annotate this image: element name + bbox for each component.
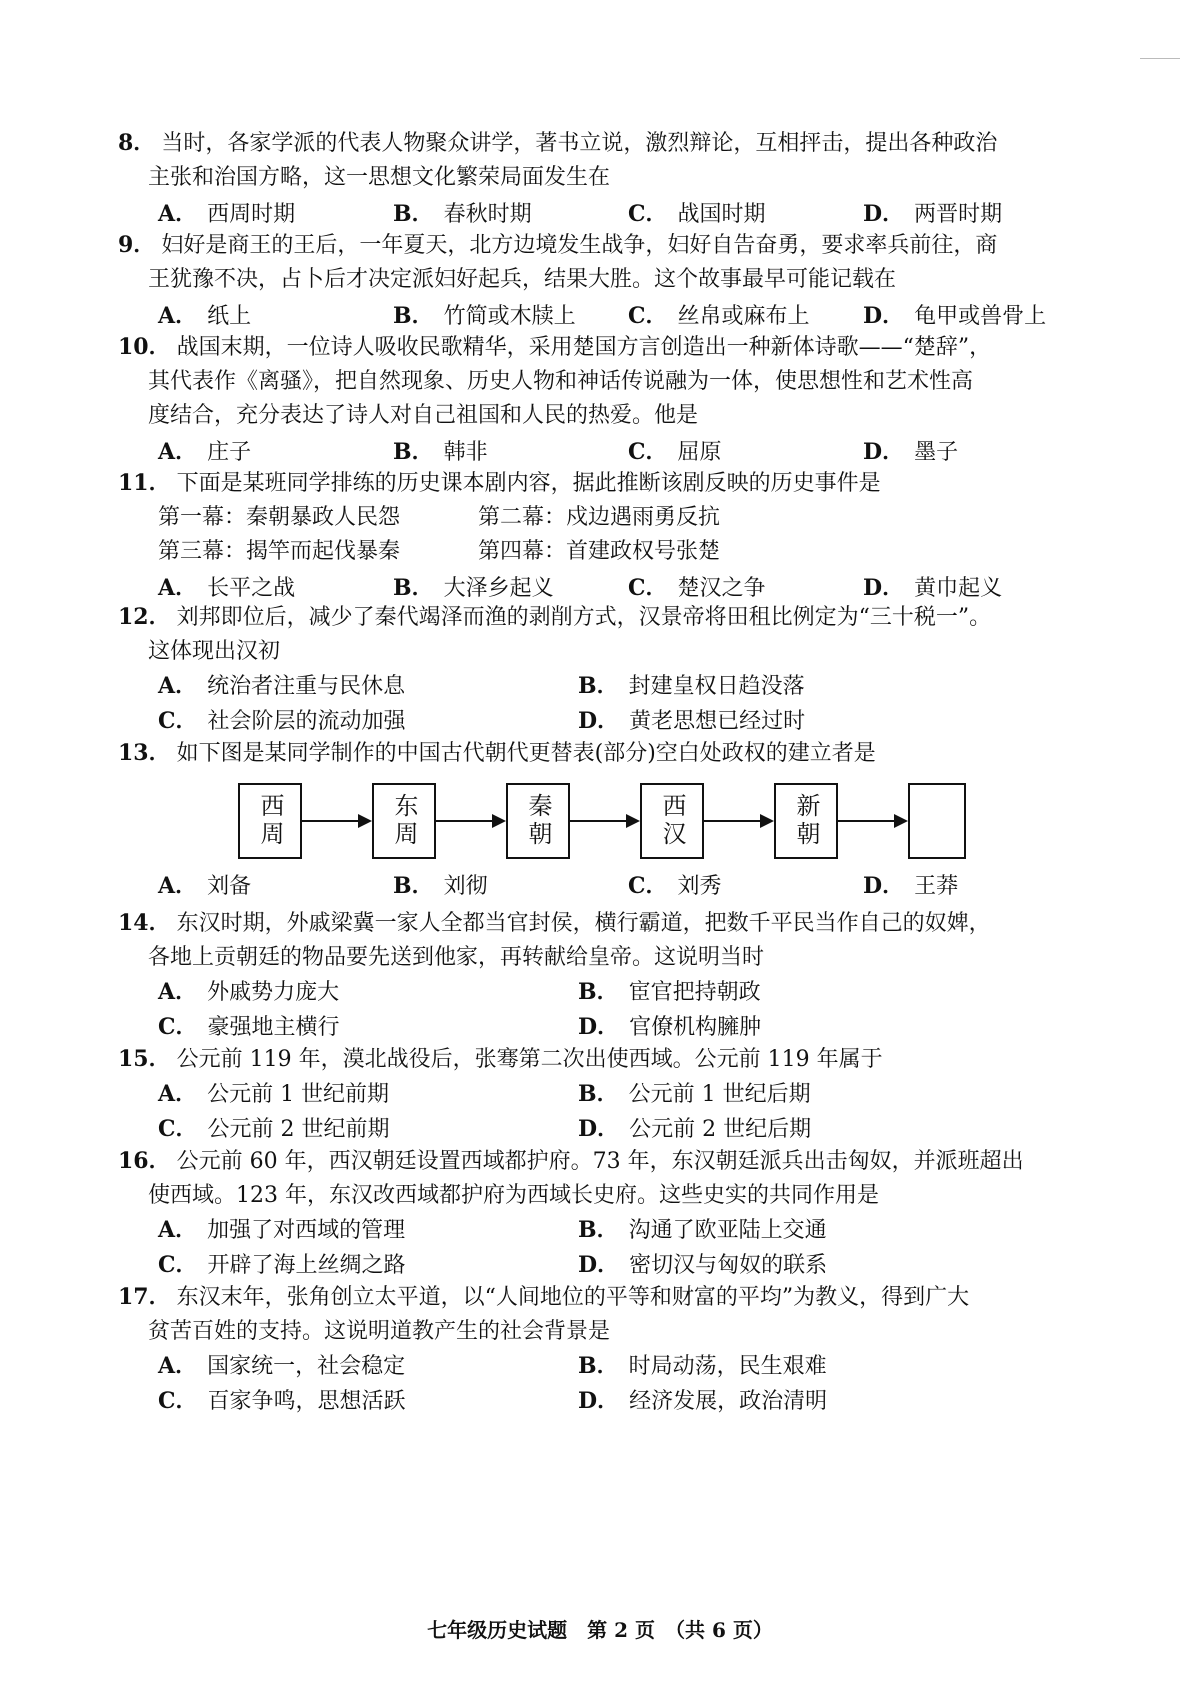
options [118,975,1078,1045]
option-a[interactable]: A． 纸上 [158,303,252,329]
option-a[interactable]: A． 公元前 1 世纪前期 [158,1081,390,1107]
scene-3: 第三幕：揭竿而起伐暴秦 [158,539,401,564]
question-stem: 9． 妇好是商王的王后，一年夏天，北方边境发生战争，妇好自告奋勇，要求率兵前往，商 王犹豫不决，占卜后才决定派妇好起兵，结果大胜。这个故事最早可能记载在 [118,232,998,292]
arrow-icon [302,811,372,831]
option-d[interactable]: D． 密切汉与匈奴的联系 [578,1252,828,1278]
option-a[interactable]: A． 外戚势力庞大 [158,979,340,1005]
option-b[interactable]: B． 春秋时期 [393,201,532,227]
option-a[interactable]: A． 庄子 [158,439,252,465]
option-c[interactable]: C． 楚汉之争 [628,575,766,601]
play-scenes [118,501,1078,569]
question-10 [118,330,1078,470]
options [118,1349,1078,1419]
option-b[interactable]: B． 沟通了欧亚陆上交通 [578,1217,827,1243]
question-stem: 16． 公元前 60 年，西汉朝廷设置西域都护府。73 年，东汉朝廷派兵出击匈奴，并派班超出 使西域。123 年，东汉改西域都护府为西域长史府。这些史实的共同作用是 [118,1148,1024,1208]
option-d[interactable]: D． 公元前 2 世纪后期 [578,1116,812,1142]
option-d[interactable]: D． 王莽 [863,873,959,899]
question-11 [118,466,1078,606]
box-qinchao: 秦朝 [506,783,570,859]
scan-mark [1140,58,1180,59]
question-17 [118,1280,1078,1419]
option-b[interactable]: B． 韩非 [393,439,488,465]
option-c[interactable]: C． 战国时期 [628,201,766,227]
box-blank [908,783,966,859]
question-stem: 11． 下面是某班同学排练的历史课本剧内容，据此推断该剧反映的历史事件是 [118,470,881,496]
option-a[interactable]: A． 西周时期 [158,201,296,227]
question-8 [118,126,1078,232]
option-c[interactable]: C． 公元前 2 世纪前期 [158,1116,390,1142]
options [118,1213,1078,1283]
scene-2: 第二幕：戍边遇雨勇反抗 [478,505,721,530]
options [118,197,1078,232]
question-9 [118,228,1078,334]
arrow-icon [436,811,506,831]
box-dongzhou: 东周 [372,783,436,859]
option-b[interactable]: B． 大泽乡起义 [393,575,554,601]
box-xizhou: 西周 [238,783,302,859]
arrow-icon [838,811,908,831]
option-a[interactable]: A． 长平之战 [158,575,296,601]
question-12 [118,600,1078,739]
question-14 [118,906,1078,1045]
arrow-icon [570,811,640,831]
question-stem: 13． 如下图是某同学制作的中国古代朝代更替表(部分)空白处政权的建立者是 [118,740,876,766]
option-a[interactable]: A． 加强了对西域的管理 [158,1217,406,1243]
option-d[interactable]: D． 两晋时期 [863,201,1003,227]
option-b[interactable]: B． 宦官把持朝政 [578,979,761,1005]
scene-1: 第一幕：秦朝暴政人民怨 [158,505,401,530]
option-d[interactable]: D． 经济发展，政治清明 [578,1388,828,1414]
arrow-icon [704,811,774,831]
options [118,1077,1078,1147]
option-d[interactable]: D． 龟甲或兽骨上 [863,303,1047,329]
option-c[interactable]: C． 社会阶层的流动加强 [158,708,406,734]
option-a[interactable]: A． 刘备 [158,873,252,899]
option-d[interactable]: D． 墨子 [863,439,959,465]
question-stem: 10． 战国末期，一位诗人吸收民歌精华，采用楚国方言创造出一种新体诗歌——“楚辞”， 其代表作《离骚》，把自然现象、历史人物和神话传说融为一体，使思想性和艺术性高 度结合，充分表达了诗人对自己祖国和人民的热爱。他是 [118,334,992,428]
options [118,435,1078,470]
box-xinchao: 新朝 [774,783,838,859]
option-d[interactable]: D． 官僚机构臃肿 [578,1014,762,1040]
option-d[interactable]: D． 黄巾起义 [863,575,1003,601]
question-stem: 8． 当时，各家学派的代表人物聚众讲学，著书立说，激烈辩论，互相抨击，提出各种政治 主张和治国方略，这一思想文化繁荣局面发生在 [118,130,998,190]
scene-4: 第四幕：首建政权号张楚 [478,539,721,564]
question-15 [118,1042,1078,1147]
option-b[interactable]: B． 时局动荡，民生艰难 [578,1353,827,1379]
option-b[interactable]: B． 竹简或木牍上 [393,303,576,329]
option-c[interactable]: C． 百家争鸣，思想活跃 [158,1388,406,1414]
option-a[interactable]: A． 统治者注重与民休息 [158,673,406,699]
options [118,869,1078,904]
question-stem: 17． 东汉末年，张角创立太平道，以“人间地位的平等和财富的平均”为教义，得到广大 贫苦百姓的支持。这说明道教产生的社会背景是 [118,1284,970,1344]
option-b[interactable]: B． 封建皇权日趋没落 [578,673,805,699]
option-c[interactable]: C． 屈原 [628,439,722,465]
page-footer: 七年级历史试题 第 2 页 （共 6 页） [427,1618,773,1642]
question-16 [118,1144,1078,1283]
option-c[interactable]: C． 豪强地主横行 [158,1014,340,1040]
question-stem: 15． 公元前 119 年，漠北战役后，张骞第二次出使西域。公元前 119 年属于 [118,1046,883,1072]
options [118,669,1078,739]
box-xihan: 西汉 [640,783,704,859]
option-b[interactable]: B． 公元前 1 世纪后期 [578,1081,811,1107]
question-stem: 12． 刘邦即位后，减少了秦代竭泽而渔的剥削方式，汉景帝将田租比例定为“三十税一”。 这体现出汉初 [118,604,992,664]
option-a[interactable]: A． 国家统一，社会稳定 [158,1353,406,1379]
options [118,299,1078,334]
option-d[interactable]: D． 黄老思想已经过时 [578,708,806,734]
option-c[interactable]: C． 开辟了海上丝绸之路 [158,1252,406,1278]
question-stem: 14． 东汉时期，外戚梁冀一家人全都当官封侯，横行霸道，把数千平民当作自己的奴婢， 各地上贡朝廷的物品要先送到他家，再转献给皇帝。这说明当时 [118,910,991,970]
option-b[interactable]: B． 刘彻 [393,873,488,899]
dynasty-chain-diagram [118,783,1078,859]
option-c[interactable]: C． 丝帛或麻布上 [628,303,810,329]
question-13 [118,736,1078,904]
option-c[interactable]: C． 刘秀 [628,873,722,899]
